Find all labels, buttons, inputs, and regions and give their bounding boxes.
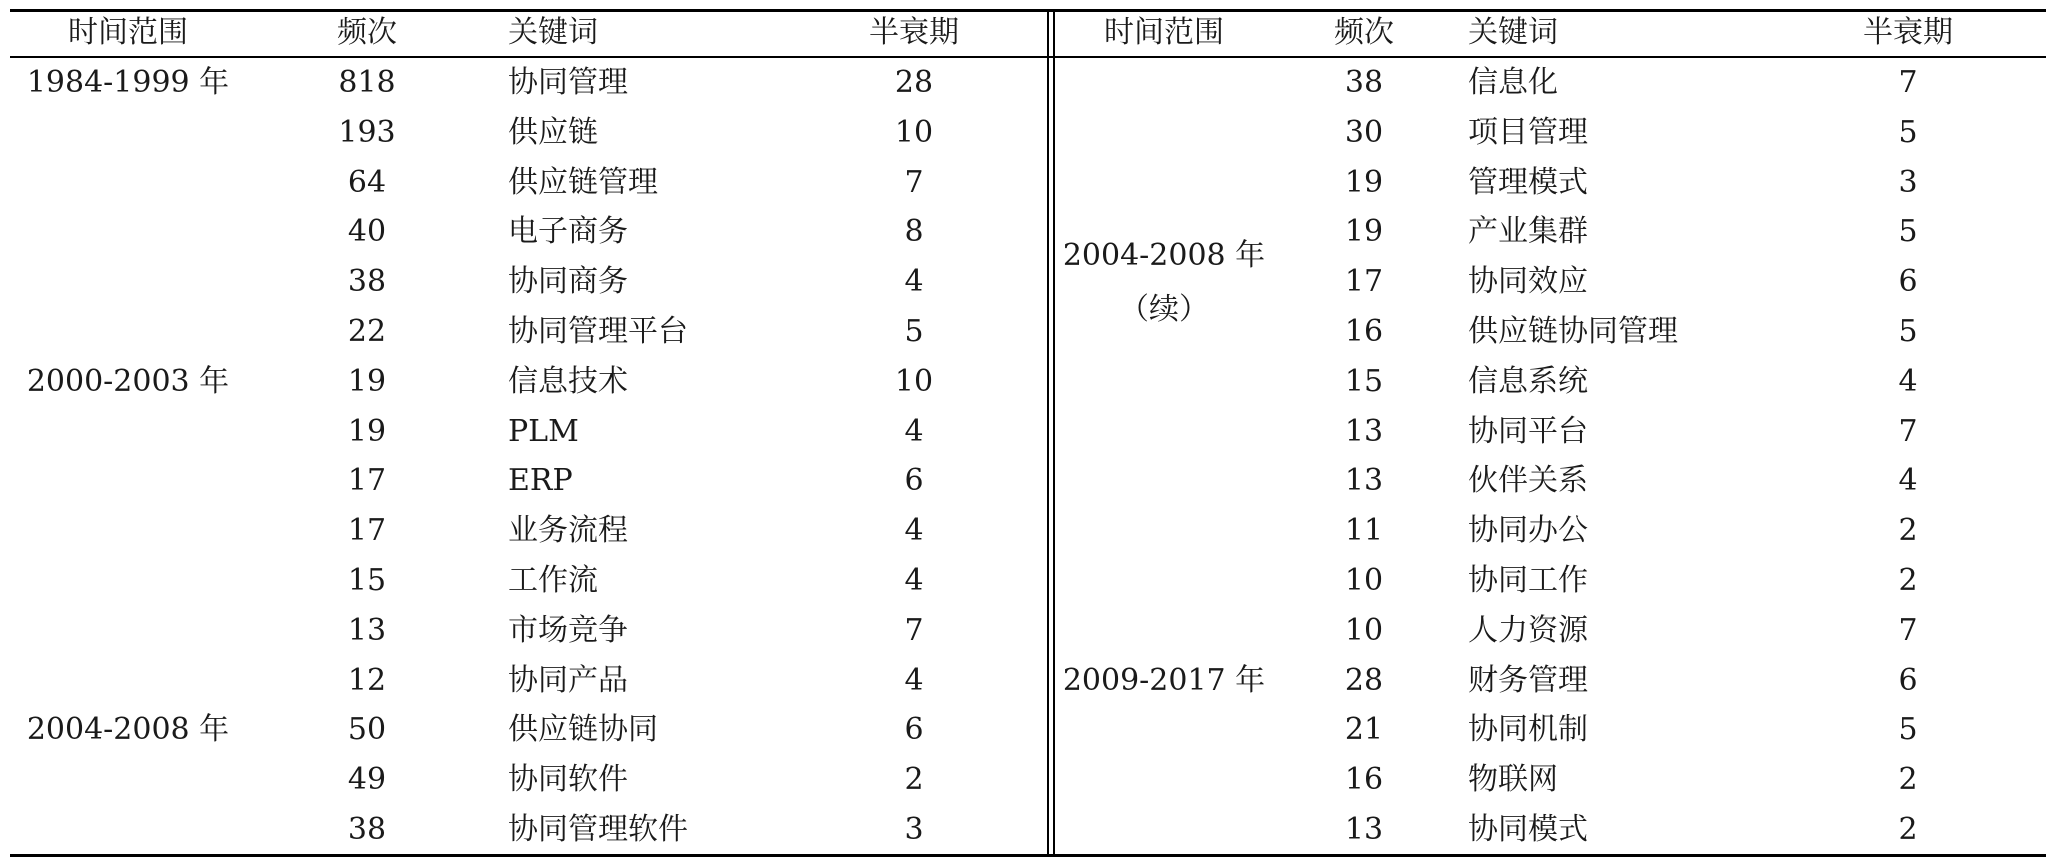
left-frequency-cell: 193 (338, 115, 396, 150)
left-keyword-cell: 业务流程 (508, 513, 628, 548)
right-half-life-cell: 5 (1898, 115, 1918, 150)
right-half-life-cell: 2 (1898, 563, 1918, 598)
right-frequency-cell: 10 (1344, 613, 1384, 648)
left-keyword-cell: 工作流 (508, 563, 598, 598)
right-keyword-cell: 人力资源 (1468, 613, 1588, 648)
right-frequency-cell: 15 (1344, 364, 1384, 399)
left-frequency-cell: 17 (347, 463, 387, 498)
left-frequency-cell: 22 (347, 314, 387, 349)
right-keyword-cell: 财务管理 (1468, 663, 1588, 698)
right-keyword-cell: 信息化 (1468, 65, 1558, 100)
left-half-life-cell: 7 (904, 165, 924, 200)
left-keyword-cell: 供应链协同 (508, 712, 658, 747)
right-keyword-cell: 协同工作 (1468, 563, 1588, 598)
header-frequency-left: 频次 (337, 15, 397, 50)
header-period-left: 时间范围 (68, 15, 188, 50)
column-divider-left (1047, 9, 1049, 857)
left-keyword-cell: 协同软件 (508, 762, 628, 797)
right-period-cell: 2009-2017 年 (1062, 663, 1266, 698)
right-frequency-cell: 30 (1344, 115, 1384, 150)
right-half-life-cell: 2 (1898, 762, 1918, 797)
right-keyword-cell: 产业集群 (1468, 214, 1588, 249)
left-keyword-cell: 协同商务 (508, 264, 628, 299)
left-frequency-cell: 40 (347, 214, 387, 249)
right-half-life-cell: 5 (1898, 712, 1918, 747)
left-half-life-cell: 4 (904, 563, 924, 598)
header-half-life-right: 半衰期 (1863, 15, 1953, 50)
top-rule (10, 9, 2046, 12)
right-frequency-cell: 13 (1344, 812, 1384, 847)
left-keyword-cell: 信息技术 (508, 364, 628, 399)
left-half-life-cell: 4 (904, 663, 924, 698)
right-keyword-cell: 协同模式 (1468, 812, 1588, 847)
header-period-right: 时间范围 (1104, 15, 1224, 50)
left-frequency-cell: 49 (347, 762, 387, 797)
right-keyword-cell: 信息系统 (1468, 364, 1588, 399)
right-frequency-cell: 16 (1344, 314, 1384, 349)
right-frequency-cell: 21 (1344, 712, 1384, 747)
left-frequency-cell: 17 (347, 513, 387, 548)
right-half-life-cell: 2 (1898, 812, 1918, 847)
right-group-label-line2: （续） (1119, 292, 1209, 327)
left-frequency-cell: 38 (347, 264, 387, 299)
left-keyword-cell: 供应链 (508, 115, 598, 150)
left-period-cell: 2000-2003 年 (26, 364, 230, 399)
left-keyword-cell: ERP (508, 463, 573, 498)
left-keyword-cell: 供应链管理 (508, 165, 658, 200)
right-half-life-cell: 5 (1898, 214, 1918, 249)
left-half-life-cell: 28 (894, 65, 934, 100)
left-frequency-cell: 64 (347, 165, 387, 200)
header-keyword-left: 关键词 (508, 15, 598, 50)
right-half-life-cell: 3 (1898, 165, 1918, 200)
right-frequency-cell: 10 (1344, 563, 1384, 598)
left-keyword-cell: 协同管理 (508, 65, 628, 100)
left-half-life-cell: 2 (904, 762, 924, 797)
right-frequency-cell: 38 (1344, 65, 1384, 100)
left-half-life-cell: 4 (904, 264, 924, 299)
left-frequency-cell: 13 (347, 613, 387, 648)
left-half-life-cell: 5 (904, 314, 924, 349)
header-half-life-left: 半衰期 (869, 15, 959, 50)
right-frequency-cell: 16 (1344, 762, 1384, 797)
left-half-life-cell: 4 (904, 414, 924, 449)
right-half-life-cell: 7 (1898, 414, 1918, 449)
right-keyword-cell: 协同平台 (1468, 414, 1588, 449)
right-half-life-cell: 7 (1898, 613, 1918, 648)
left-half-life-cell: 10 (894, 364, 934, 399)
left-frequency-cell: 15 (347, 563, 387, 598)
left-half-life-cell: 6 (904, 463, 924, 498)
left-keyword-cell: 协同管理平台 (508, 314, 688, 349)
bottom-rule (10, 854, 2046, 857)
right-half-life-cell: 4 (1898, 463, 1918, 498)
right-keyword-cell: 物联网 (1468, 762, 1558, 797)
right-frequency-cell: 19 (1344, 165, 1384, 200)
header-frequency-right: 频次 (1334, 15, 1394, 50)
left-half-life-cell: 3 (904, 812, 924, 847)
left-keyword-cell: 市场竞争 (508, 613, 628, 648)
left-frequency-cell: 12 (347, 663, 387, 698)
left-keyword-cell: 协同管理软件 (508, 812, 688, 847)
right-keyword-cell: 管理模式 (1468, 165, 1588, 200)
left-keyword-cell: PLM (508, 414, 579, 449)
column-divider-right (1053, 9, 1055, 857)
left-frequency-cell: 19 (347, 414, 387, 449)
header-keyword-right: 关键词 (1468, 15, 1558, 50)
left-keyword-cell: 电子商务 (508, 214, 628, 249)
right-half-life-cell: 5 (1898, 314, 1918, 349)
header-rule (10, 56, 2046, 58)
right-keyword-cell: 协同效应 (1468, 264, 1588, 299)
left-half-life-cell: 4 (904, 513, 924, 548)
right-half-life-cell: 2 (1898, 513, 1918, 548)
left-frequency-cell: 50 (347, 712, 387, 747)
right-half-life-cell: 6 (1898, 663, 1918, 698)
left-half-life-cell: 8 (904, 214, 924, 249)
right-half-life-cell: 7 (1898, 65, 1918, 100)
right-frequency-cell: 17 (1344, 264, 1384, 299)
left-half-life-cell: 6 (904, 712, 924, 747)
right-frequency-cell: 19 (1344, 214, 1384, 249)
right-keyword-cell: 协同机制 (1468, 712, 1588, 747)
left-frequency-cell: 19 (347, 364, 387, 399)
left-frequency-cell: 818 (338, 65, 396, 100)
left-half-life-cell: 10 (894, 115, 934, 150)
right-keyword-cell: 项目管理 (1468, 115, 1588, 150)
right-frequency-cell: 13 (1344, 414, 1384, 449)
left-period-cell: 1984-1999 年 (26, 65, 230, 100)
right-frequency-cell: 28 (1344, 663, 1384, 698)
right-frequency-cell: 13 (1344, 463, 1384, 498)
left-frequency-cell: 38 (347, 812, 387, 847)
left-half-life-cell: 7 (904, 613, 924, 648)
right-half-life-cell: 4 (1898, 364, 1918, 399)
right-half-life-cell: 6 (1898, 264, 1918, 299)
left-period-cell: 2004-2008 年 (26, 712, 230, 747)
right-group-label-line1: 2004-2008 年 (1062, 238, 1266, 273)
right-frequency-cell: 11 (1344, 513, 1384, 548)
right-keyword-cell: 伙伴关系 (1468, 463, 1588, 498)
right-keyword-cell: 供应链协同管理 (1468, 314, 1678, 349)
right-keyword-cell: 协同办公 (1468, 513, 1588, 548)
left-keyword-cell: 协同产品 (508, 663, 628, 698)
